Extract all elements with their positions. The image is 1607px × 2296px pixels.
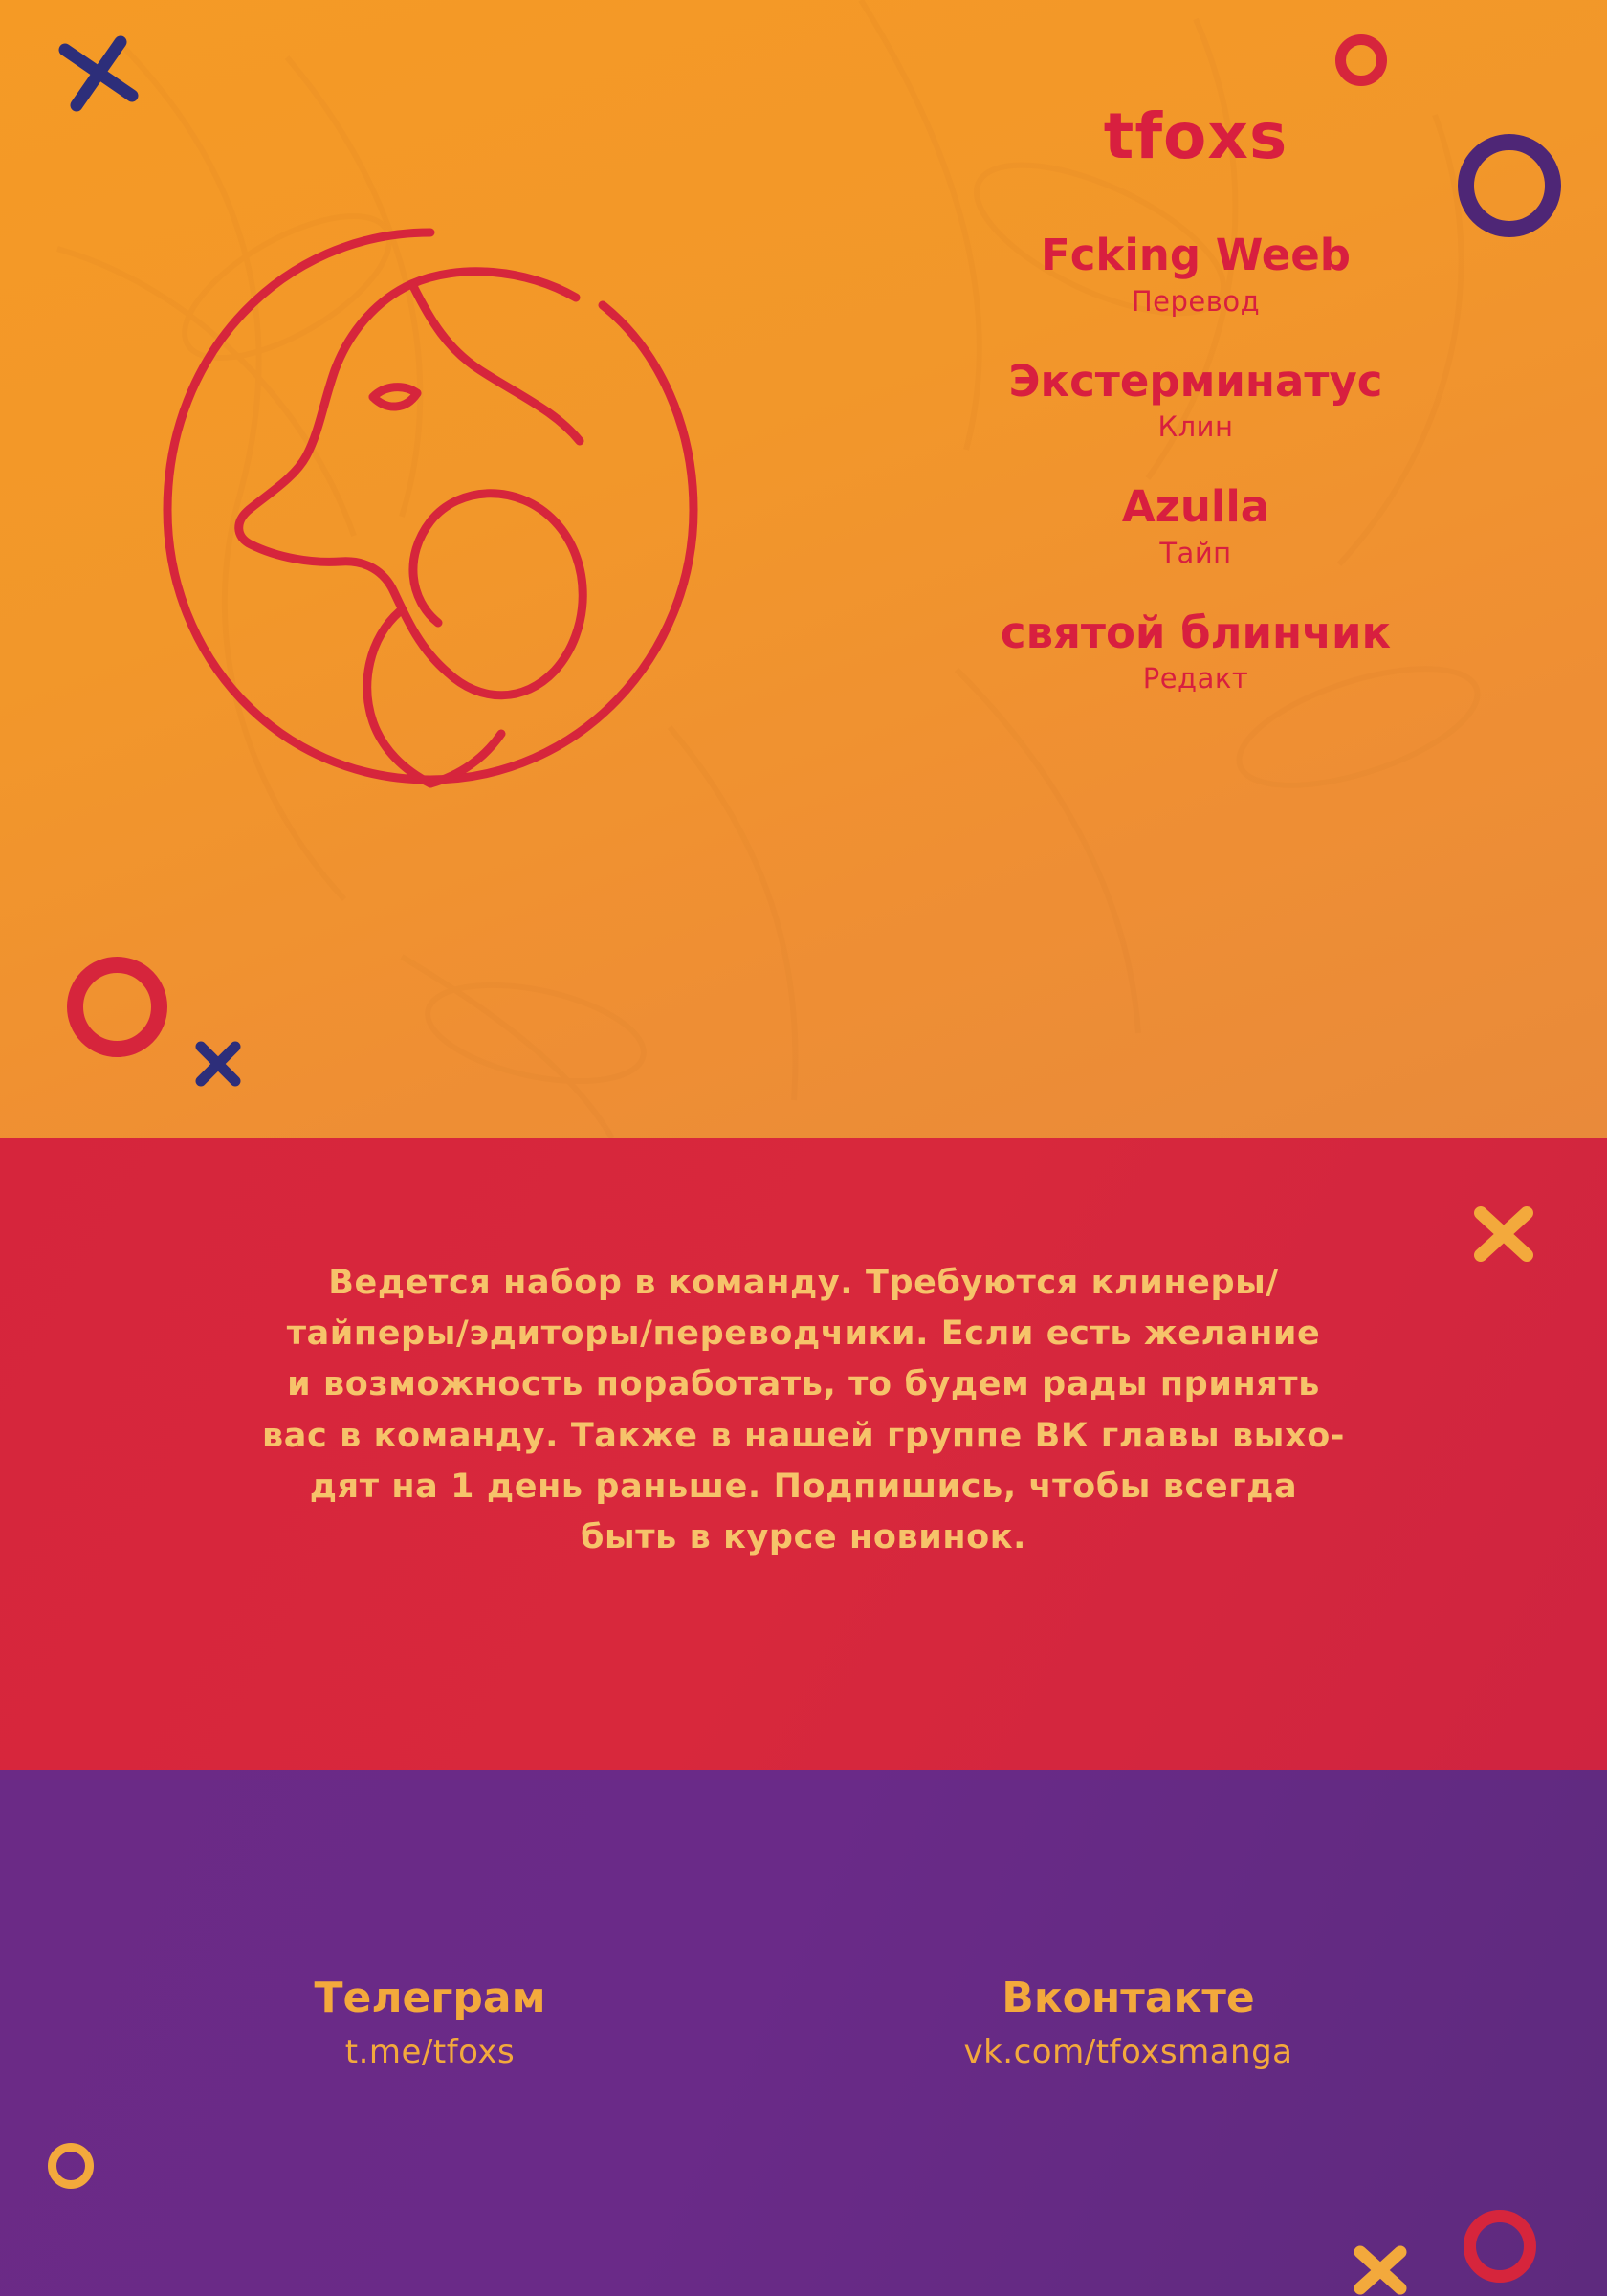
social-link[interactable]: t.me/tfoxs bbox=[344, 2033, 516, 2072]
socials-list bbox=[0, 1976, 1607, 2071]
credit-entry bbox=[842, 232, 1550, 318]
ring-decoration-small-red bbox=[1335, 34, 1387, 86]
plus-decoration-icon bbox=[46, 21, 151, 126]
credits-list bbox=[842, 99, 1550, 735]
recruitment-line: тайперы/эдиторы/переводчики. Если есть желание bbox=[286, 1314, 1321, 1354]
socials-band bbox=[0, 1770, 1607, 2296]
recruitment-line: Ведется набор в команду. Требуются клинеры/ bbox=[328, 1264, 1279, 1302]
credit-name: святой блинчик bbox=[1000, 607, 1392, 658]
credit-role: Тайп bbox=[1159, 536, 1232, 569]
credit-entry bbox=[842, 483, 1550, 569]
brand-title: tfoxs bbox=[1103, 99, 1288, 173]
credit-name: Экстерминатус bbox=[1008, 355, 1383, 407]
credit-entry bbox=[842, 355, 1550, 444]
x-decoration-icon-gold-bottom bbox=[1347, 2237, 1414, 2296]
ring-decoration-gold bbox=[48, 2143, 94, 2189]
credit-entry bbox=[842, 609, 1550, 695]
ring-decoration-red-bottom bbox=[1464, 2210, 1536, 2283]
ring-decoration-bottom-red bbox=[67, 957, 167, 1057]
social-telegram[interactable] bbox=[314, 1976, 545, 2071]
recruitment-line: быть в курсе новинок. bbox=[580, 1517, 1027, 1556]
social-title: Телеграм bbox=[314, 1974, 546, 2022]
x-decoration-icon-navy bbox=[187, 1033, 249, 1094]
credit-name: Azulla bbox=[1121, 481, 1270, 532]
social-title: Вконтакте bbox=[1002, 1974, 1255, 2022]
fox-logo bbox=[143, 206, 746, 875]
social-vkontakte[interactable] bbox=[964, 1976, 1293, 2071]
credit-role: Перевод bbox=[1131, 284, 1261, 318]
social-link[interactable]: vk.com/tfoxsmanga bbox=[963, 2033, 1293, 2072]
credit-role: Клин bbox=[1157, 410, 1234, 443]
credits-band bbox=[0, 0, 1607, 1138]
credit-role: Редакт bbox=[1142, 662, 1249, 695]
credit-name: Fcking Weeb bbox=[1041, 230, 1351, 280]
recruitment-line: вас в команду. Также в нашей группе ВК главы выхо- bbox=[262, 1416, 1345, 1455]
recruitment-band bbox=[0, 1138, 1607, 1770]
recruitment-line: и возможность поработать, то будем рады принять bbox=[287, 1365, 1320, 1404]
recruitment-line: дят на 1 день раньше. Подпишись, чтобы всегда bbox=[309, 1467, 1298, 1506]
recruitment-message bbox=[115, 1258, 1492, 1563]
